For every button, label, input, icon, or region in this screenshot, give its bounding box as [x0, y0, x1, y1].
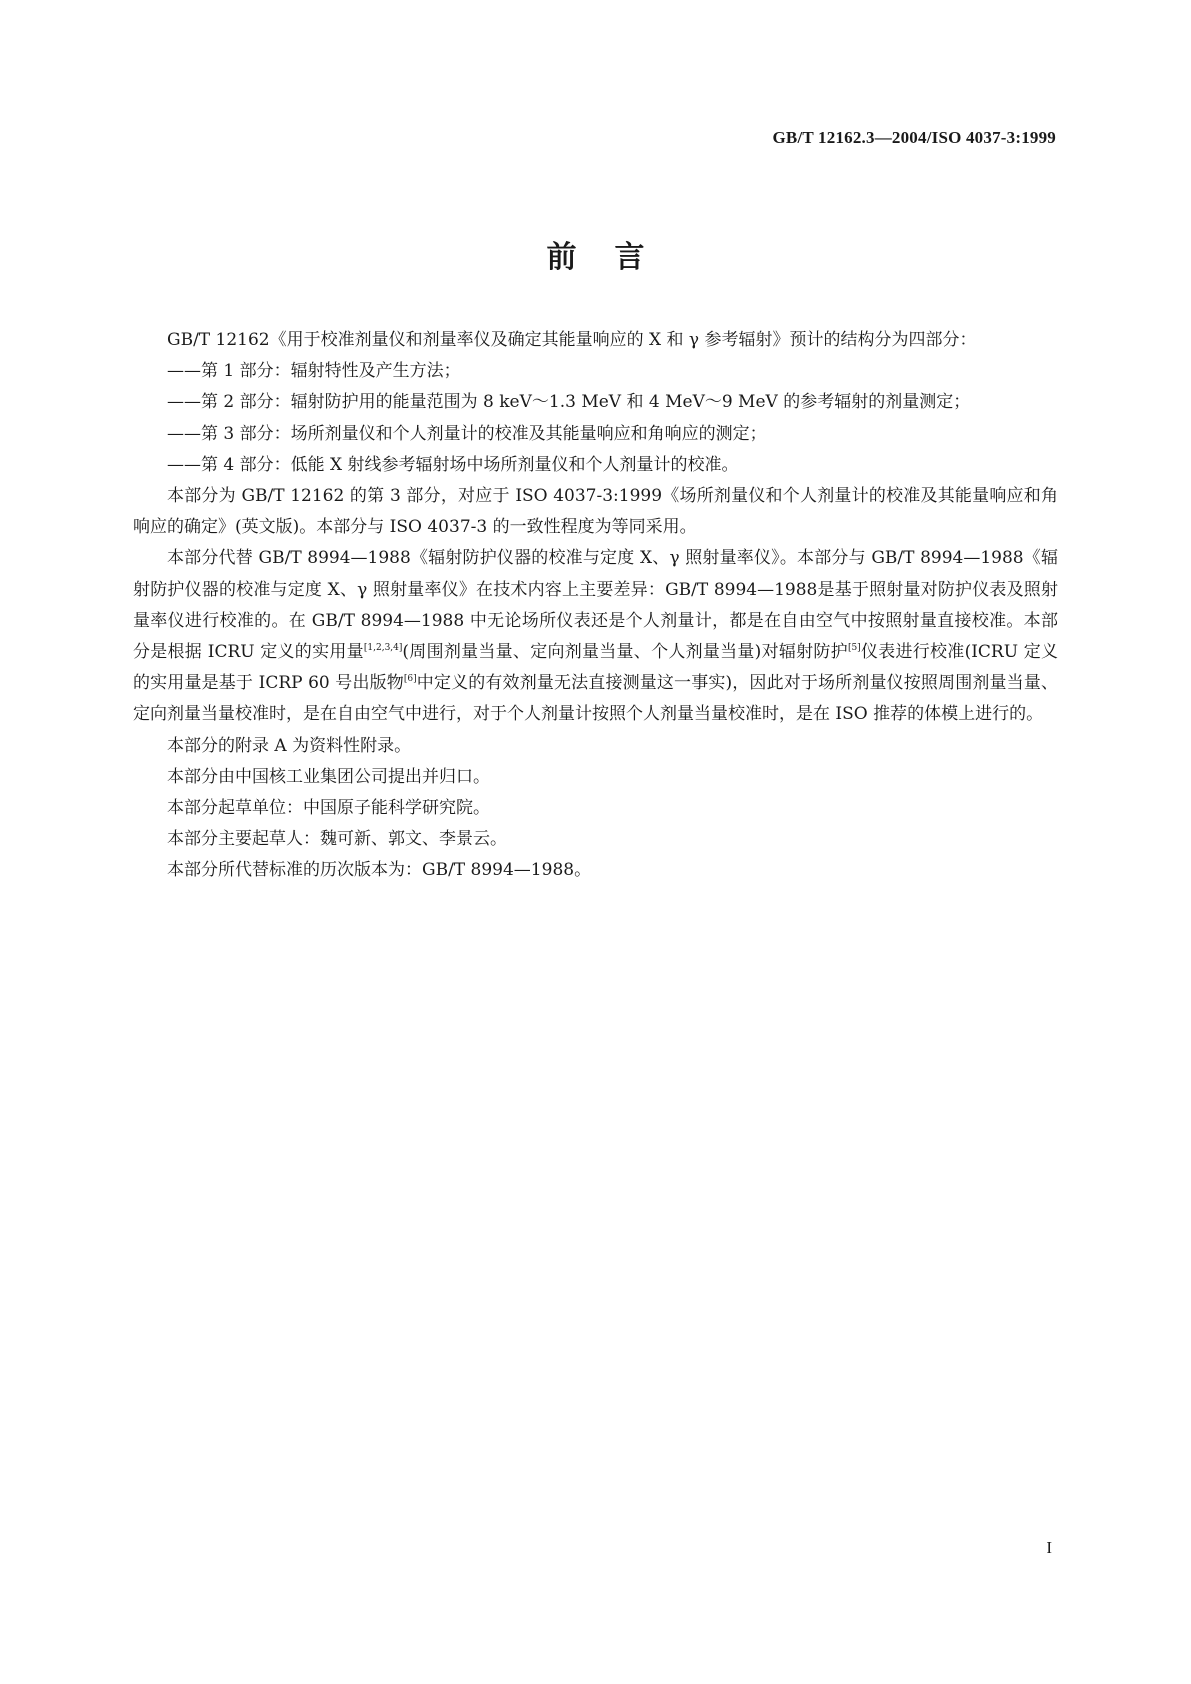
annex-paragraph: 本部分的附录 A 为资料性附录。: [167, 735, 412, 756]
drafters-paragraph: 本部分主要起草人：魏可新、郭文、李景云。: [167, 829, 507, 850]
replacement-text-4: 中定义的有效剂量无法直接测量这一事实)，因此对于场所剂量仪按照周围剂量当量、定向剂量当量校准时，是在自由空气中进行，对于个人剂量计按照个人剂量当量校准时，是在 ISO 推荐的体模上进行的。: [133, 673, 1058, 725]
replacement-text-1: 本部分代替 GB/T 8994—1988《辐射防护仪器的校准与定度 X、γ 照射量率仪》。本部分与 GB/T 8994—1988《辐射防护仪器的校准与定度 X、γ 照射量率仪》在技术内容上主要差异：GB/T 8994—1988是基于照射量对防护仪表及照射量率仪进行校准的。在 GB/T 8994—1988 中无论场所仪表还是个人剂量计，都是在自由空气中按照射量直接校准。本部分是根据 ICRU 定义的实用量: [133, 548, 1058, 663]
drafting-unit-paragraph: 本部分起草单位：中国原子能科学研究院。: [167, 798, 490, 819]
intro-paragraph: GB/T 12162《用于校准剂量仪和剂量率仪及确定其能量响应的 X 和 γ 参考辐射》预计的结构分为四部分：: [167, 330, 977, 350]
reference-marker: [6]: [403, 674, 417, 685]
part-2-item: ——第 2 部分：辐射防护用的能量范围为 8 keV～1.3 MeV 和 4 MeV～9 MeV 的参考辐射的剂量测定；: [167, 392, 971, 413]
foreword-body: [133, 325, 1058, 887]
replacement-text-2: (周围剂量当量、定向剂量当量、个人剂量当量)对辐射防护: [402, 642, 848, 663]
part-4-item: ——第 4 部分：低能 X 射线参考辐射场中场所剂量仪和个人剂量计的校准。: [167, 454, 739, 475]
reference-marker: [5]: [847, 643, 861, 654]
page-number: I: [1046, 1538, 1052, 1557]
part-3-item: ——第 3 部分：场所剂量仪和个人剂量计的校准及其能量响应和角响应的测定；: [167, 423, 767, 444]
standard-code-header: GB/T 12162.3—2004/ISO 4037-3:1999: [772, 128, 1056, 147]
reference-marker: [1,2,3,4]: [363, 643, 403, 654]
replacement-text-3: 仪表进行校准(ICRU 定义的实用量是基于 ICRP 60 号出版物: [133, 642, 1058, 694]
proposer-paragraph: 本部分由中国核工业集团公司提出并归口。: [167, 766, 490, 787]
correspondence-paragraph: 本部分为 GB/T 12162 的第 3 部分，对应于 ISO 4037-3:1999《场所剂量仪和个人剂量计的校准及其能量响应和角响应的确定》(英文版)。本部分与 ISO 4037-3 的一致性程度为等同采用。: [133, 486, 1058, 538]
page-title: 前言: [546, 240, 683, 275]
replacement-paragraph: [133, 543, 1058, 730]
part-1-item: ——第 1 部分：辐射特性及产生方法；: [167, 361, 461, 382]
history-paragraph: 本部分所代替标准的历次版本为：GB/T 8994—1988。: [167, 860, 592, 881]
